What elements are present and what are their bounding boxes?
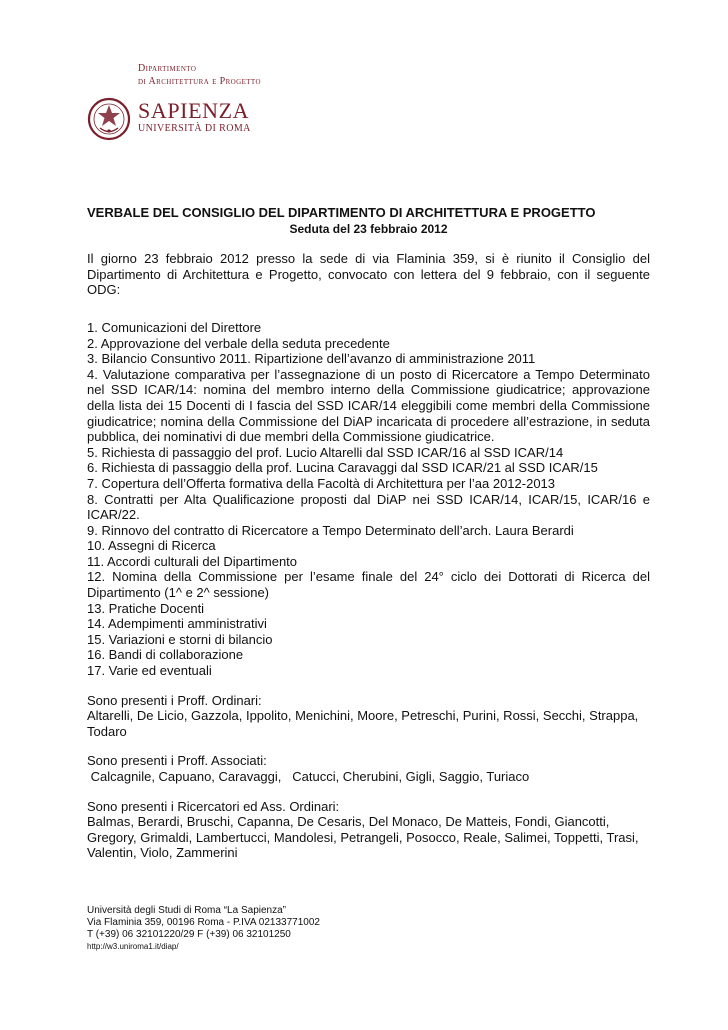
department-line-2: di Architettura e Progetto xyxy=(138,76,261,87)
ricercatori-section xyxy=(87,799,650,861)
agenda-item: 16. Bandi di collaborazione xyxy=(87,647,244,663)
footer-line-1: Università degli Studi di Roma “La Sapienza” xyxy=(87,905,286,916)
footer-url[interactable]: http://w3.uniroma1.it/diap/ xyxy=(87,942,179,951)
page-footer xyxy=(87,905,320,953)
ricercatori-heading: Sono presenti i Ricercatori ed Ass. Ordinari: xyxy=(87,798,340,814)
agenda-item: 11. Accordi culturali del Dipartimento xyxy=(87,553,298,569)
agenda-item: 7. Copertura dell’Offerta formativa della Facoltà di Architettura per l’aa 2012-2013 xyxy=(87,475,556,491)
university-subtitle: UNIVERSITÀ DI ROMA xyxy=(138,123,251,134)
associati-heading: Sono presenti i Proff. Associati: xyxy=(87,753,267,769)
intro-paragraph: Il giorno 23 febbraio 2012 presso la sede di via Flaminia 359, si è riunito il Consiglio del Dipartimento di Architettura e Progetto, convocato con lettera del 9 febbraio, con il seguente ODG: xyxy=(87,251,650,298)
footer-line-2: Via Flaminia 359, 00196 Roma - P.IVA 02133771002 xyxy=(87,917,320,928)
agenda-item: 14. Adempimenti amministrativi xyxy=(87,616,267,632)
department-name xyxy=(138,62,261,88)
agenda-item: 10. Assegni di Ricerca xyxy=(87,538,216,554)
agenda-item: 15. Variazioni e storni di bilancio xyxy=(87,631,273,647)
agenda-item: 9. Rinnovo del contratto di Ricercatore a Tempo Determinato dell’arch. Laura Berardi xyxy=(87,522,574,538)
agenda-item: 3. Bilancio Consuntivo 2011. Ripartizione dell’avanzo di amministrazione 2011 xyxy=(87,351,536,367)
agenda-item: 4. Valutazione comparativa per l’assegnazione di un posto di Ricercatore a Tempo Determinato nel SSD ICAR/14: nomina del membro interno della Commissione giudicatrice; approvazione della lista dei 15 Docenti di I fascia del SSD ICAR/14 eleggibili come membri della Commissione giudicatrice; nomina della Commissione del DiAP incaricata di procedere all’estrazione, in seduta pubblica, dei nominativi di due membri della Commissione giudicatrice. xyxy=(87,366,650,445)
agenda-item: 8. Contratti per Alta Qualificazione proposti dal DiAP nei SSD ICAR/14, ICAR/15, ICAR/16 e ICAR/22. xyxy=(87,491,650,523)
agenda-item: 17. Varie ed eventuali xyxy=(87,663,212,679)
document-title: VERBALE DEL CONSIGLIO DEL DIPARTIMENTO DI ARCHITETTURA E PROGETTO xyxy=(87,205,596,220)
department-line-1: Dipartimento xyxy=(138,63,197,74)
footer-line-3: T (+39) 06 32101220/29 F (+39) 06 32101250 xyxy=(87,929,291,940)
agenda-item: 13. Pratiche Docenti xyxy=(87,600,205,616)
ordinari-list: Altarelli, De Licio, Gazzola, Ippolito, Menichini, Moore, Petreschi, Purini, Rossi, Secchi, Strappa, Todaro xyxy=(87,708,639,739)
agenda-item: 12. Nomina della Commissione per l’esame finale del 24° ciclo dei Dottorati di Ricerca del Dipartimento (1^ e 2^ sessione) xyxy=(87,569,650,601)
document-body xyxy=(87,205,650,861)
sapienza-seal-icon xyxy=(87,97,131,141)
agenda-item: 6. Richiesta di passaggio della prof. Lucina Caravaggi dal SSD ICAR/21 al SSD ICAR/15 xyxy=(87,460,598,476)
document-subtitle: Seduta del 23 febbraio 2012 xyxy=(289,221,448,236)
ordinari-section xyxy=(87,693,650,740)
ordinari-heading: Sono presenti i Proff. Ordinari: xyxy=(87,692,262,708)
associati-section xyxy=(87,753,650,784)
ricercatori-list: Balmas, Berardi, Bruschi, Capanna, De Cesaris, Del Monaco, De Matteis, Fondi, Giancotti, Gregory, Grimaldi, Lambertucci, Mandolesi, Petrangeli, Posocco, Reale, Salimei, Toppetti, Trasi, Valentin, Violo, Zammerini xyxy=(87,814,639,861)
agenda-item: 5. Richiesta di passaggio del prof. Lucio Altarelli dal SSD ICAR/16 al SSD ICAR/14 xyxy=(87,444,564,460)
agenda-list xyxy=(87,320,650,679)
agenda-item: 1. Comunicazioni del Direttore xyxy=(87,319,262,335)
associati-list: Calcagnile, Capuano, Caravaggi, Catucci, Cherubini, Gigli, Saggio, Turiaco xyxy=(87,769,530,784)
agenda-item: 2. Approvazione del verbale della seduta precedente xyxy=(87,335,390,351)
university-name: SAPIENZA xyxy=(138,98,250,123)
university-logotype xyxy=(138,100,251,136)
